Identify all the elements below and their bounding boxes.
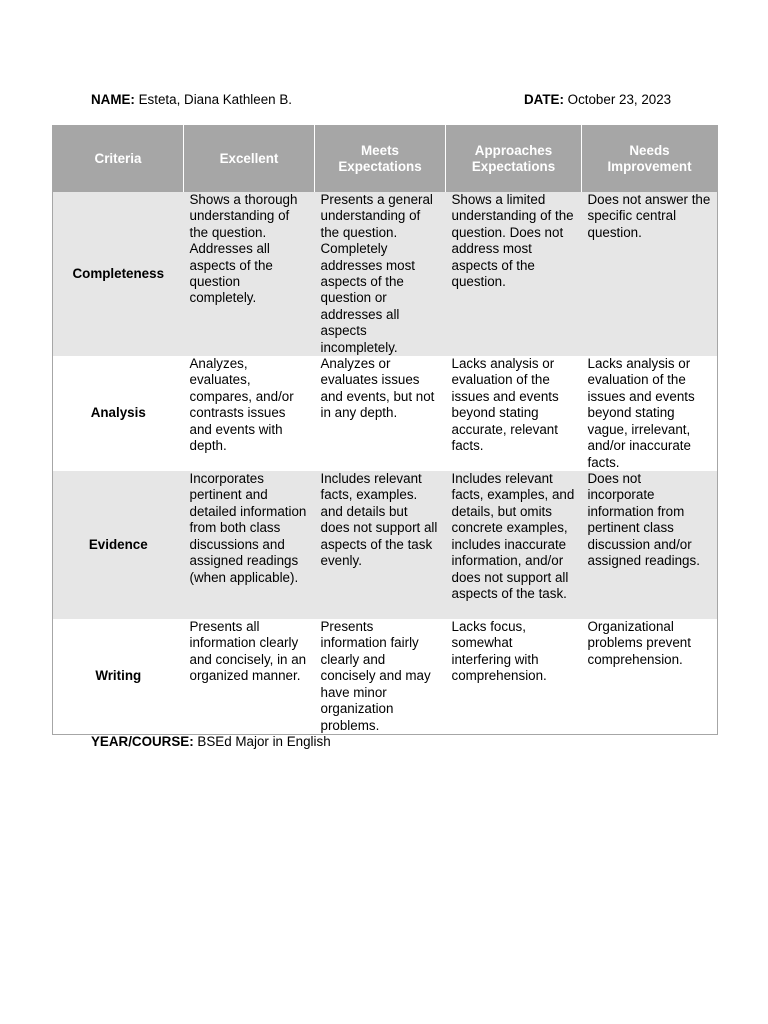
table-cell: Includes relevant facts, examples. and details but does not support all aspects of the task evenly. [315,471,446,619]
name-label: NAME: [91,92,135,107]
rubric-header-row [53,126,718,193]
date-field [524,92,671,108]
table-cell: Lacks analysis or evaluation of the issues and events beyond stating vague, irrelevant, and/or inaccurate facts. [582,356,718,471]
criteria-cell: Writing [53,619,184,734]
criteria-cell: Evidence [53,471,184,619]
table-row [53,356,718,471]
column-header-approaches-expectations: Approaches Expectations [446,126,582,193]
table-cell: Lacks focus, somewhat interfering with comprehension. [446,619,582,734]
table-cell: Shows a thorough understanding of the question. Addresses all aspects of the question completely. [184,192,315,356]
date-value: October 23, 2023 [567,92,672,107]
table-cell: Presents information fairly clearly and concisely and may have minor organization problems. [315,619,446,734]
table-cell: Includes relevant facts, examples, and details, but omits concrete examples, includes inaccurate information, and/or does not support all aspects of the task. [446,471,582,619]
year-course-field [91,734,331,750]
criteria-cell: Completeness [53,192,184,356]
table-cell: Shows a limited understanding of the question. Does not address most aspects of the question. [446,192,582,356]
table-cell: Does not incorporate information from pertinent class discussion and/or assigned readings. [582,471,718,619]
table-cell: Organizational problems prevent comprehension. [582,619,718,734]
date-label: DATE: [524,92,564,107]
column-header-needs-improvement: Needs Improvement [582,126,718,193]
column-header-excellent: Excellent [184,126,315,193]
table-row [53,471,718,619]
table-cell: Analyzes, evaluates, compares, and/or contrasts issues and events with depth. [184,356,315,471]
table-row [53,619,718,734]
table-cell: Does not answer the specific central question. [582,192,718,356]
column-header-meets-expectations: Meets Expectations [315,126,446,193]
rubric-table [52,125,718,735]
table-row [53,192,718,356]
table-cell: Incorporates pertinent and detailed information from both class discussions and assigned readings (when applicable). [184,471,315,619]
table-cell: Lacks analysis or evaluation of the issues and events beyond stating accurate, relevant facts. [446,356,582,471]
year-course-value: BSEd Major in English [197,734,331,749]
column-header-criteria: Criteria [53,126,184,193]
name-field [91,92,292,108]
table-cell: Analyzes or evaluates issues and events, but not in any depth. [315,356,446,471]
criteria-cell: Analysis [53,356,184,471]
table-cell: Presents all information clearly and concisely, in an organized manner. [184,619,315,734]
year-course-label: YEAR/COURSE: [91,734,194,749]
name-value: Esteta, Diana Kathleen B. [138,92,292,107]
table-cell: Presents a general understanding of the question. Completely addresses most aspects of the question or addresses all aspects incompletely. [315,192,446,356]
